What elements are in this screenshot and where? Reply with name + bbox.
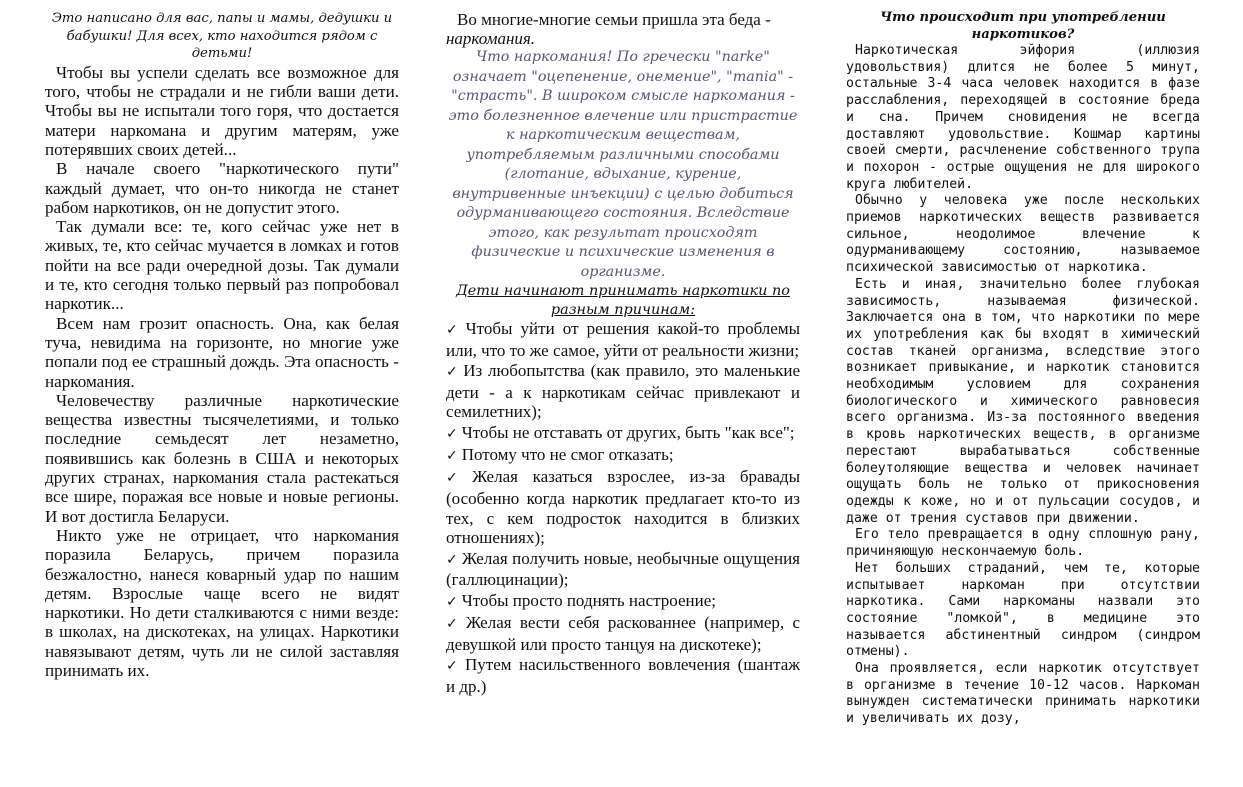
column3-paragraph-6: Она проявляется, если наркотик отсутствует в организме в течение 10-12 часов. Наркоман вынужден систематически принимать наркотики и увеличивать их дозу, — [846, 661, 1200, 727]
checkmark-icon: ✓ — [446, 425, 458, 442]
list-item: ✓ Путем насильственного вовлечения (шантаж и др.) — [446, 655, 800, 696]
checkmark-icon: ✓ — [446, 364, 460, 380]
column1-paragraph-3: Так думали все: те, кого сейчас уже нет в живых, те, кто сейчас мучается в ломках и готов пойти на все ради очередной дозы. Так думали и те, кто сегодня только первый раз попробовал наркотик... — [45, 217, 399, 314]
column3-paragraph-4: Его тело превращается в одну сплошную рану, причиняющую нескончаемую боль. — [846, 527, 1200, 560]
list-item: ✓ Чтобы уйти от решения какой-то проблемы или, что то же самое, уйти от реальности жизни; — [446, 319, 800, 360]
list-item: ✓ Чтобы просто поднять настроение; — [446, 590, 716, 610]
column1-paragraph-2: В начале своего "наркотического пути" каждый думает, что он-то никогда не станет рабом наркотиков, он не допустит этого. — [45, 159, 399, 217]
checkmark-icon: ✓ — [446, 551, 458, 568]
list-item: ✓ Потому что не смог отказать; — [446, 445, 674, 464]
column3-paragraph-5: Нет больших страданий, чем те, которые испытывает наркоман при отсутствии наркотика. Сами наркоманы назвали это состояние "ломкой", в медицине это называется абстинентный синдром (синдром отмены). — [846, 560, 1200, 660]
column1-paragraph-1: Чтобы вы успели сделать все возможное для того, чтобы не страдали и не гибли ваши дети. Чтобы вы не испытали того горя, что достается матери наркомана и другим матерям, уже потерявших своих детей... — [45, 62, 399, 159]
lead-sentence — [446, 10, 800, 48]
checkmark-icon: ✓ — [446, 616, 462, 632]
checkmark-icon: ✓ — [446, 448, 458, 464]
list-item: ✓ Желая казаться взрослее, из-за бравады (особенно когда наркотик предлагает кто-то из тех, с кем подросток находится в близких отношениях); — [446, 467, 800, 548]
intro-text: Это написано для вас, папы и мамы, дедушки и бабушки! Для всех, кто находится рядом с детьми! — [51, 11, 393, 62]
lead-text: Во многие-многие семьи пришла эта беда - — [457, 10, 771, 29]
checkmark-icon: ✓ — [446, 658, 461, 674]
column-3 — [846, 10, 1200, 787]
lead-emphasis: наркомания. — [446, 29, 536, 48]
column-1 — [45, 10, 399, 787]
column3-paragraph-1: Наркотическая эйфория (иллюзия удовольствия) длится не более 5 минут, остальные 3-4 часа человек находится в фазе расслабления, переходящей в состояние бреда и сна. Причем сновидения не всегда доставляют удовольствие. Кошмар картины своей смерти, расчленение собственного трупа и похорон - острые ощущения не для широкого круга любителей. — [846, 43, 1200, 192]
checkmark-icon: ✓ — [446, 322, 462, 338]
definition-text: Что наркомания! По гречески "narke" означает "оцепенение, онемение", "mania" - "страсть". В широком смысле наркомания - это болезненное влечение или пристрастие к наркотическим веществам, употребляемым различными способами (глотание, вдыхание, курение, внутривенные инъекции) с целью добиться одурманивающего состояния. Вследствие этого, как результат происходят физические и психические изменения в организме. — [448, 49, 798, 280]
list-item: ✓ Из любопытства (как правило, это маленькие дети - а к наркотикам сейчас привлекают и семилетних); — [446, 361, 800, 422]
reasons-heading: Дети начинают принимать наркотики по разным причинам: — [456, 283, 790, 318]
column-2 — [446, 10, 800, 787]
column1-paragraph-6: Никто уже не отрицает, что наркомания поразила Беларусь, причем поразила безжалостно, нанеся коварный удар по нашим детям. Взрослые чаще всего не видят наркотики. Но дети сталкиваются с ними везде: в школах, на дискотеках, на улицах. Наркотики навязывают детям, чуть ли не силой заставляя принимать их. — [45, 525, 399, 680]
checkmark-icon: ✓ — [446, 593, 458, 610]
column3-paragraph-3: Есть и иная, значительно более глубокая зависимость, называемая физической. Заключается она в том, что наркотики по мере их употребления как бы входят в химический состав тканей организма, вследствие этого возникает привыкание, и наркотик становится необходимым условием для сохранения биологического и химического равновесия всего организма. Из-за постоянного введения в кровь наркотических веществ, в организме перестают вырабатываться собственные болеутоляющие вещества и человек начинает ощущать боль не только от прикосновения одежды к коже, но и от пульсации сосудов, и даже от трения суставов при движении. — [846, 276, 1200, 526]
list-item: ✓ Желая получить новые, необычные ощущения (галлюцинации); — [446, 548, 800, 590]
reasons-list — [446, 319, 800, 696]
column3-paragraph-2: Обычно у человека уже после нескольких приемов наркотических веществ развивается сильное, неодолимое влечение к одурманивающему состоянию, называемое психической зависимостью от наркотика. — [846, 193, 1200, 276]
section-title: Что происходит при употреблении наркотиков? — [880, 10, 1166, 42]
list-item: ✓ Чтобы не отставать от других, быть "как все"; — [446, 422, 795, 442]
column1-paragraph-4: Всем нам грозит опасность. Она, как белая туча, невидима на горизонте, но многие уже попали под ее страшный дождь. Эта опасность - наркомания. — [45, 313, 399, 391]
list-item: ✓ Желая вести себя раскованнее (например, с девушкой или просто танцуя на дискотеке); — [446, 613, 800, 654]
column1-paragraph-5: Человечеству различные наркотические вещества известны тысячелетиями, и только последние семьдесят лет незаметно, появившись как болезнь в США и некоторых других странах, наркомания стала растекаться все шире, поражая все новые и новые регионы. И вот достигла Беларуси. — [45, 390, 399, 526]
checkmark-icon: ✓ — [446, 470, 469, 487]
